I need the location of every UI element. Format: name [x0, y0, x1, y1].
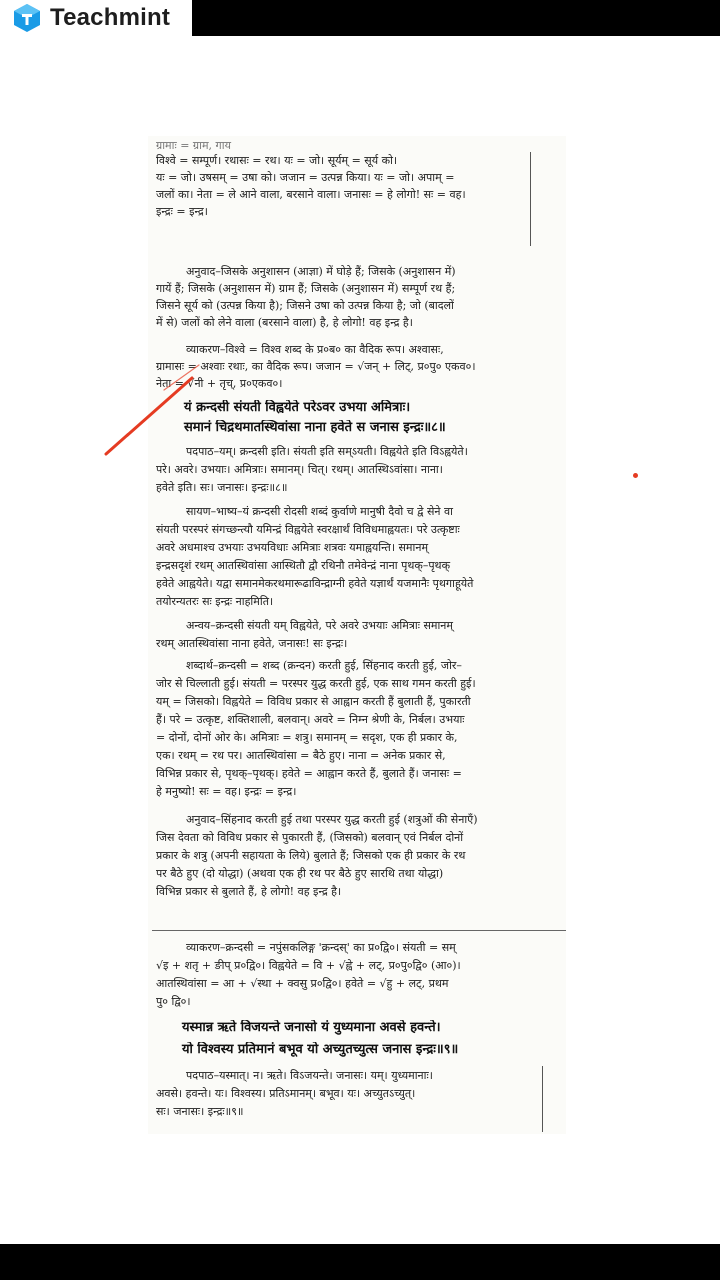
paragraph-line: √इ + शतृ + ङीप् प्र०द्वि०। विह्वयेते = वि + √ह्वे + लट्, प्र०पु०द्वि० (आ०)।	[156, 959, 461, 972]
paragraph-line: हैं। परे = उत्कृष्ट, शक्तिशाली, बलवान्। अवरे = निम्न श्रेणी के, निर्बल। उभयाः	[156, 713, 465, 726]
scan-border	[530, 152, 531, 246]
paragraph-line: व्याकरण–विश्वे = विश्व शब्द के प्र०ब० का वैदिक रूप। अश्वासः,	[186, 343, 444, 356]
paragraph-line: जोर से चिल्लाती हुई। संयती = परस्पर युद्ध करती हुई, एक साथ गमन करती हुई।	[156, 677, 476, 690]
paragraph-line: विभिन्न प्रकार से बुलाते हैं, हे लोगो! वह इन्द्र है।	[156, 885, 342, 898]
text-line: यः = जो। उषसम् = उषा को। जजान = उत्पन्न किया। यः = जो। अपाम् =	[156, 171, 455, 184]
paragraph-line: अनुवाद–जिसके अनुशासन (आज्ञा) में घोड़े हैं; जिसके (अनुशासन में)	[186, 265, 456, 278]
paragraph-line: = दोनों, दोनों ओर के। अमित्राः = शत्रु। समानम् = सदृश, एक ही प्रकार के,	[156, 731, 458, 744]
paragraph-line: पु० द्वि०।	[156, 995, 191, 1008]
text-line: इन्द्रः = इन्द्र।	[156, 205, 208, 218]
paragraph-line: प्रकार के शत्रु (अपनी सहायता के लिये) बुलाते हैं; जिसको एक ही प्रकार के रथ	[156, 849, 466, 862]
paragraph-line: अवरे अधमाश्च उभयाः उभयविधाः अमित्राः शत्रवः यमाह्वयन्ति। समानम्	[156, 541, 429, 554]
verse-line: यं क्रन्दसी संयती विह्वयेते परेऽवर उभया अमित्राः।	[184, 400, 411, 415]
paragraph-line: संयती परस्परं संगच्छन्त्यौ यमिन्द्रं विह्वयेते स्वरक्षार्थं विविधमाह्वयतः। परे उत्कृष्टाः	[156, 523, 460, 536]
paragraph-line: हवेते आह्वयेते। यद्वा समानमेकरथमारूढाविन्द्राग्नी हवेते यज्ञार्थं यजमानैः पृथगाहूयेते	[156, 577, 474, 590]
text-line: ग्रामाः = ग्राम, गाय	[156, 139, 231, 152]
text-line: विश्वे = सम्पूर्ण। रथासः = रथ। यः = जो। सूर्यम् = सूर्य को।	[156, 154, 398, 167]
paragraph-line: हवेते इति। सः। जनासः। इन्द्रः॥८॥	[156, 481, 288, 494]
teachmint-logo-icon	[12, 3, 42, 33]
text-line: जलों का। नेता = ले आने वाला, बरसाने वाला। जनासः = हे लोगो! सः = वह।	[156, 188, 466, 201]
paragraph-line: ग्रामासः = अश्वाः रथाः, का वैदिक रूप। जजान = √जन् + लिट्, प्र०पु० एकव०।	[156, 360, 476, 373]
pen-annotation-icon	[104, 360, 224, 460]
paragraph-line: जिसने सूर्य को (उत्पन्न किया है); जिसने उषा को उत्पन्न किया है; जो (बादलों	[156, 299, 454, 312]
scan-border	[542, 1066, 543, 1132]
pen-dot-icon	[633, 473, 638, 478]
paragraph-line: तयोरन्यतरः सः इन्द्रः नाहमिति।	[156, 595, 274, 608]
paragraph-line: विभिन्न प्रकार से, पृथक्–पृथक्। हवेते = आह्वान करते हैं, बुलाते हैं। जनासः =	[156, 767, 462, 780]
paragraph-line: सः। जनासः। इन्द्रः॥९॥	[156, 1105, 244, 1118]
paragraph-line: व्याकरण–क्रन्दसी = नपुंसकलिङ्ग 'क्रन्दस्' का प्र०द्वि०। संयती = सम्	[186, 941, 456, 954]
verse-line: समानं चिद्रथमातस्थिवांसा नाना हवेते स जनास इन्द्रः॥८॥	[184, 420, 446, 435]
paragraph-line: पर बैठे हुए (दो योद्धा) (अथवा एक ही रथ पर बैठे हुए सारथि तथा योद्धा)	[156, 867, 444, 880]
paragraph-line: अन्वय–क्रन्दसी संयती यम् विह्वयेते, परे अवरे उभयाः अमित्राः समानम्	[186, 619, 453, 632]
paragraph-line: गायें हैं; जिसके (अनुशासन में) ग्राम हैं; जिसके (अनुशासन में) सम्पूर्ण रथ हैं;	[156, 282, 456, 295]
paragraph-line: नेता = √नी + तृच्, प्र०एकव०।	[156, 377, 283, 390]
verse-line: यो विश्वस्य प्रतिमानं बभूव यो अच्युतच्युत्स जनास इन्द्रः॥९॥	[182, 1042, 459, 1057]
paragraph-line: यम् = जिसको। विह्वयेते = विविध प्रकार से आह्वान करती हैं बुलाती हैं, पुकारती	[156, 695, 471, 708]
paragraph-line: जिस देवता को विविध प्रकार से पुकारती हैं, (जिसको) बलवान् एवं निर्बल दोनों	[156, 831, 464, 844]
bottom-bar	[0, 1244, 720, 1280]
paragraph-line: इन्द्रसदृशं रथम् आतस्थिवांसा आस्थितौ द्वौ रथिनौ तमेवेन्द्रं नाना पृथक्–पृथक्	[156, 559, 451, 572]
paragraph-line: अनुवाद–सिंहनाद करती हुई तथा परस्पर युद्ध करती हुई (शत्रुओं की सेनाएँ)	[186, 813, 478, 826]
scanned-page	[148, 136, 566, 1134]
verse-line: यस्मान्न ऋते विजयन्ते जनासो यं युध्यमाना अवसे हवन्ते।	[182, 1020, 441, 1035]
paragraph-line: आतस्थिवांसा = आ + √स्था + क्वसु प्र०द्वि०। हवेते = √हु + लट्, प्रथम	[156, 977, 449, 990]
brand-header[interactable]	[0, 0, 192, 36]
paragraph-line: अवसे। हवन्ते। यः। विश्वस्य। प्रतिऽमानम्। बभूव। यः। अच्युतऽच्युत्।	[156, 1087, 416, 1100]
paragraph-line: सायण–भाष्य–यं क्रन्दसी रोदसी शब्दं कुर्वाणे मानुषी दैवो च द्वे सेने वा	[186, 505, 453, 518]
paragraph-line: एक। रथम् = रथ पर। आतस्थिवांसा = बैठे हुए। नाना = अनेक प्रकार से,	[156, 749, 446, 762]
paragraph-line: पदपाठ–यम्। क्रन्दसी इति। संयती इति सम्ऽयती। विह्वयेते इति विऽह्वयेते।	[186, 445, 468, 458]
paragraph-line: पदपाठ–यस्मात्। न। ऋते। विऽजयन्ते। जनासः। यम्। युध्यमानाः।	[186, 1069, 433, 1082]
paragraph-line: शब्दार्थ–क्रन्दसी = शब्द (क्रन्दन) करती हुई, सिंहनाद करती हुई, जोर–	[186, 659, 462, 672]
paragraph-line: रथम् आतस्थिवांसा नाना हवेते, जनासः! सः इन्द्रः।	[156, 637, 348, 650]
paragraph-line: परे। अवरे। उभयाः। अमित्राः। समानम्। चित्। रथम्। आतस्थिऽवांसा। नाना।	[156, 463, 443, 476]
paragraph-line: हे मनुष्यो! सः = वह। इन्द्रः = इन्द्र।	[156, 785, 297, 798]
paragraph-line: में से) जलों को लेने वाला (बरसाने वाला) है, हे लोगो! वह इन्द्र है।	[156, 316, 413, 329]
scan-divider	[152, 930, 566, 931]
brand-name: Teachmint	[50, 4, 171, 31]
